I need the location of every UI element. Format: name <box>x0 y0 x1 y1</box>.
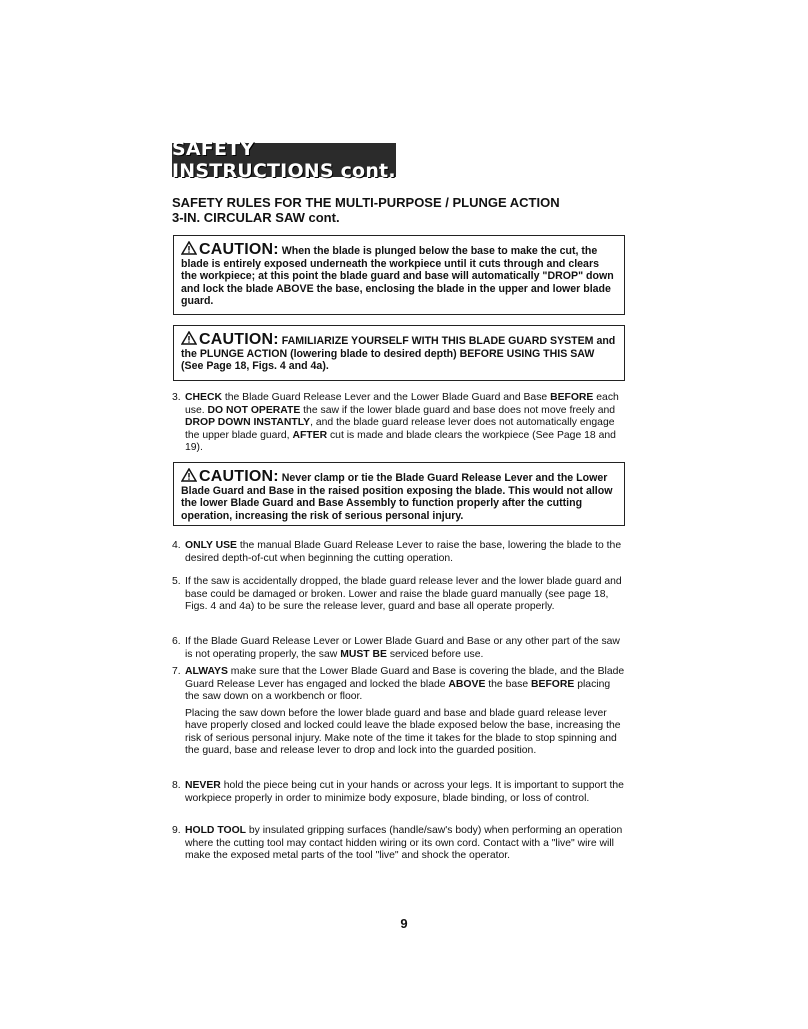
caution-box-2 <box>173 325 625 381</box>
item-number: 5. <box>172 576 181 587</box>
item-number: 8. <box>172 780 181 791</box>
section-title-line1: SAFETY RULES FOR THE MULTI-PURPOSE / PLUNGE ACTION <box>172 195 560 210</box>
item-text: the manual Blade Guard Release Lever to raise the base, lowering the blade to the desired depth-of-cut when beginning the cutting operation. <box>185 540 622 564</box>
item-text: the Blade Guard Release Lever and the Lower Blade Guard and Base <box>221 392 551 403</box>
item-text: the saw if the lower blade guard and base does not move freely and <box>300 404 616 416</box>
item-text: by insulated gripping surfaces (handle/saw's body) when performing an operation where the cutting tool may contact hidden wiring or its own cord. Contact with a "live" wire will make the exposed metal parts of the tool "live" and shock the operator. <box>185 825 623 861</box>
caution-label: CAUTION: <box>199 331 279 348</box>
item-number: 4. <box>172 540 181 551</box>
list-item-5 <box>172 576 626 614</box>
item-number: 7. <box>172 666 181 677</box>
item-number: 9. <box>172 825 181 836</box>
bold-text: ABOVE <box>448 678 486 690</box>
item-text: , and the blade guard release lever does not automatically engage the upper blade guard, <box>185 417 615 441</box>
item-number: 6. <box>172 636 181 647</box>
list-item-4 <box>172 540 626 565</box>
caution-label: CAUTION: <box>199 241 279 258</box>
section-title <box>172 195 632 225</box>
bold-text: AFTER <box>292 429 328 441</box>
bold-text: NEVER <box>185 780 221 791</box>
section-banner: SAFETY INSTRUCTIONS cont. <box>172 138 396 182</box>
bold-text: ALWAYS <box>185 666 228 677</box>
bold-text: CHECK <box>185 392 222 403</box>
page-number: 9 <box>400 916 408 931</box>
list-item-3 <box>172 392 626 455</box>
bold-text: DROP DOWN INSTANTLY <box>185 417 311 428</box>
item-text: make sure that the Lower Blade Guard and Base is covering the blade, and the Blade Guard Release Lever has engaged and locked the blade <box>185 666 625 690</box>
item-paragraph: Placing the saw down before the lower blade guard and base and blade guard release lever have properly closed and locked could leave the blade exposed below the base, increasing the risk of serious personal injury. Make note of the time it takes for the blade to stop spinning and the guard, base and release lever to drop and lock into the guarded position. <box>185 707 621 756</box>
item-text: each use. <box>185 392 619 416</box>
item-text: placing the saw down on a workbench or floor. <box>185 678 611 702</box>
warning-triangle-icon <box>181 241 197 255</box>
item-text: If the Blade Guard Release Lever or Lower Blade Guard and Base or any other part of the saw is not operating properly, the saw <box>185 636 620 660</box>
bold-text: MUST BE <box>340 648 387 660</box>
caution-box-1 <box>173 235 625 315</box>
item-number: 3. <box>172 392 181 403</box>
list-item-9 <box>172 825 626 863</box>
section-title-line2: 3-IN. CIRCULAR SAW cont. <box>172 210 340 225</box>
bold-text: HOLD TOOL <box>185 825 246 836</box>
bold-text: BEFORE <box>531 678 575 690</box>
warning-triangle-icon <box>181 331 197 345</box>
item-text: cut is made and blade clears the workpiece (See Page 18 and 19). <box>185 429 616 453</box>
caution-label: CAUTION: <box>199 468 279 485</box>
list-item-8 <box>172 780 626 805</box>
caution-box-3 <box>173 462 625 526</box>
item-text: serviced before use. <box>386 648 484 660</box>
caution-text: FAMILIARIZE YOURSELF WITH THIS BLADE GUARD SYSTEM and the PLUNGE ACTION (lowering blade to desired depth) BEFORE USING THIS SAW (See Page 18, Figs. 4 and 4a). <box>181 335 616 372</box>
list-item-7 <box>172 666 626 762</box>
caution-text: When the blade is plunged below the base to make the cut, the blade is entirely exposed underneath the workpiece until it cuts through and clears the workpiece; at this point the blade guard and base will automatically "DROP" down and lock the blade ABOVE the base, enclosing the blade in the upper and lower blade guard. <box>181 245 614 307</box>
bold-text: DO NOT OPERATE <box>207 404 301 416</box>
warning-triangle-icon <box>181 468 197 482</box>
item-text: hold the piece being cut in your hands or across your legs. It is important to support the workpiece properly in order to minimize body exposure, blade binding, or loss of control. <box>185 780 624 804</box>
list-item-6 <box>172 636 626 661</box>
item-text: If the saw is accidentally dropped, the blade guard release lever and the lower blade guard and base could be damaged or broken. Lower and raise the blade guard manually (see page 18, Figs. 4 and 4a) to be sure the release lever, guard and base all operate properly. <box>185 576 622 612</box>
bold-text: BEFORE <box>550 392 594 403</box>
caution-text: Never clamp or tie the Blade Guard Release Lever and the Lower Blade Guard and Base in the raised position exposing the blade. This would not allow the lower Blade Guard and Base Assembly to function properly after the cutting operation, increasing the risk of serious personal injury. <box>181 472 613 522</box>
bold-text: ONLY USE <box>185 540 237 551</box>
item-text: the base <box>485 678 532 690</box>
